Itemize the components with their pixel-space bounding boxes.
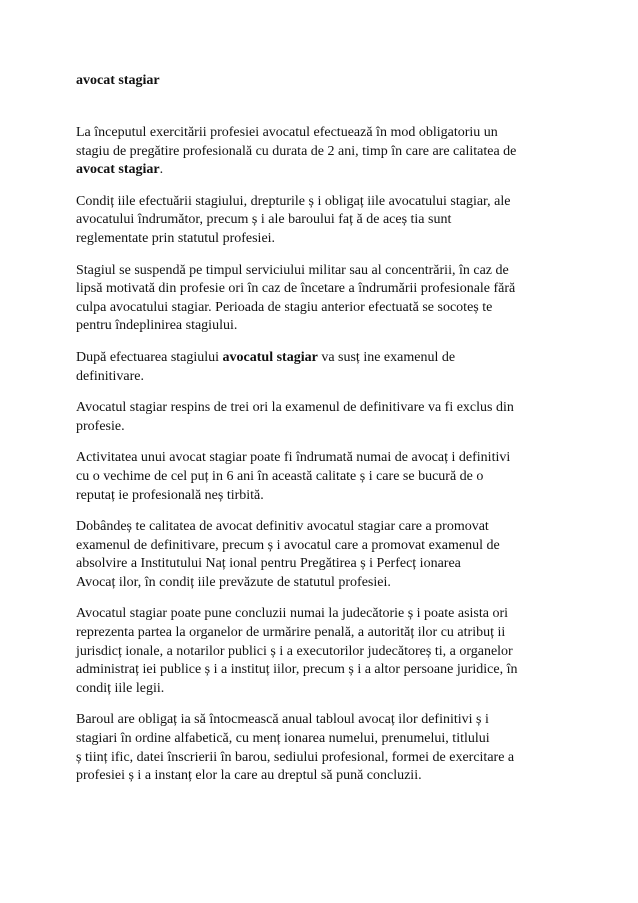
text-line: examenul de definitivare, precum ș i avocatul care a promovat examenul de [76,537,500,553]
document-body [76,72,562,799]
text-line: Avocatul stagiar poate pune concluzii numai la judecătorie ș i poate asista ori [76,606,509,622]
paragraph [76,518,562,592]
paragraph [76,711,562,785]
text-line: Avocatul stagiar respins de trei ori la examenul de definitivare va fi exclus din [76,400,514,416]
text-line [76,161,562,180]
bold-term: avocat stagiar [76,162,160,178]
text-line: reputaț ie profesională neș tirbită. [76,487,264,503]
text-line: La începutul exercitării profesiei avocatul efectuează în mod obligatoriu un [76,125,498,140]
text-line: Condiț iile efectuării stagiului, drepturile ș i obligaț iile avocatului stagiar, ale [76,193,511,209]
bold-term: avocatul stagiar [222,349,318,365]
text-line: Stagiul se suspendă pe timpul serviciului militar sau al concentrării, în caz de [76,262,509,278]
text-line: administraț iei publice ș i a instituț iilor, precum ș i a altor persoane juridice, în [76,662,518,678]
text-line [76,349,562,368]
text-segment: va susț ine examenul de [317,349,456,365]
paragraph [76,449,562,505]
text-line: Avocaț ilor, în condiț iile prevăzute de statutul profesiei. [76,574,391,590]
text-line: stagiu de pregătire profesională cu durata de 2 ani, timp în care are calitatea de [76,143,517,159]
document-title: avocat stagiar [76,73,160,88]
text-segment: După efectuarea stagiului [76,349,223,365]
text-line: reglementate prin statutul profesiei. [76,230,276,246]
text-line: avocatului îndrumător, precum ș i ale baroului faț ă de aceș tia sunt [76,212,452,228]
text-line: condiț iile legii. [76,680,165,696]
text-line: jurisdicț ionale, a notarilor publici ș i a executorilor judecătoreș ti, a organelor [76,643,513,659]
paragraph [76,399,562,436]
text-line: culpa avocatului stagiar. Perioada de stagiu anterior efectuată se socoteș te [76,299,493,315]
text-line: reprezenta partea la organelor de urmărire penală, a autorităț ilor cu atribuț ii [76,625,506,641]
text-line: ș tiinț ific, datei înscrierii în barou, sediului profesional, formei de exercitare a [76,749,515,765]
text-line: pentru îndeplinirea stagiului. [76,318,238,334]
text-line: stagiari în ordine alfabetică, cu menț ionarea numelui, prenumelui, titlului [76,731,490,747]
paragraph-list [76,124,562,786]
paragraph [76,193,562,249]
text-line: cu o vechime de cel puț in 6 ani în această calitate ș i care se bucură de o [76,468,484,484]
text-line: Baroul are obligaț ia să întocmească anual tabloul avocaț ilor definitivi ș i [76,712,489,728]
paragraph [76,262,562,336]
text-line: absolvire a Institutului Naț ional pentru Pregătirea ș i Perfecț ionarea [76,556,461,572]
text-line: profesie. [76,418,125,434]
paragraph [76,605,562,698]
text-segment: . [159,162,164,178]
paragraph [76,124,562,180]
text-line: Dobândeș te calitatea de avocat definitiv avocatul stagiar care a promovat [76,519,489,535]
text-line: profesiei ș i a instanț elor la care au dreptul să pună concluzii. [76,768,422,784]
text-line: lipsă motivată din profesie ori în caz de încetare a îndrumării profesionale fără [76,281,516,297]
text-line: definitivare. [76,368,145,384]
paragraph [76,349,562,386]
text-line: Activitatea unui avocat stagiar poate fi îndrumată numai de avocaț i definitivi [76,450,511,466]
